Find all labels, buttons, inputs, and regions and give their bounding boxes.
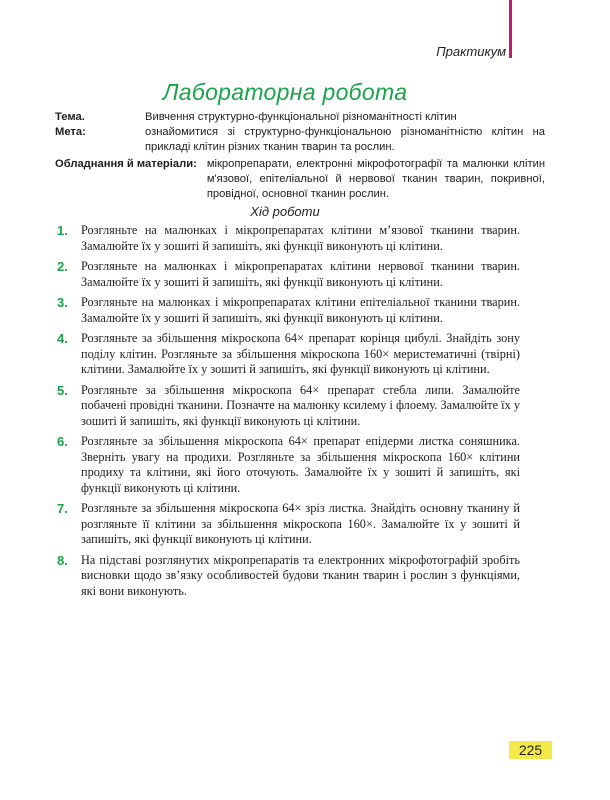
meta-equipment bbox=[55, 157, 545, 202]
list-item bbox=[57, 383, 520, 430]
topic-value: Вивчення структурно-функціональної різноманітності клітин bbox=[145, 111, 457, 123]
step-text: Розгляньте на малюнках і мікропрепаратах клітини м’язової тканини тварин. Замалюйте їх у зошиті й запишіть, які функції виконують ці клітини. bbox=[81, 223, 520, 253]
step-text: Розгляньте за збільшення мікроскопа 64× препарат стебла липи. Замалюйте побачені провідні тканини. Позначте на малюнку ксилему і флоему. Замалюйте їх у зошиті й запишіть, які функції виконують ці клітини. bbox=[81, 382, 520, 428]
meta-goal bbox=[55, 125, 545, 155]
goal-value: ознайомитися зі структурно-функціональною різноманітністю клітин на прикладі клітин різних тканин тварин та рослин. bbox=[145, 126, 545, 153]
step-number: 8. bbox=[57, 552, 68, 568]
step-number: 2. bbox=[57, 259, 68, 274]
progress-heading: Хід роботи bbox=[250, 204, 320, 219]
step-text: Розгляньте за збільшення мікроскопа 64× препарат корінця цибулі. Знайдіть зону поділу клітин. Розгляньте за збільшення мікроскопа 160× меристематичні (твірні) клітини. Замалюйте їх у зошиті й запишіть, які функції виконують ці клітини. bbox=[81, 331, 520, 376]
topic-label: Тема. bbox=[55, 111, 85, 123]
lab-meta bbox=[55, 110, 545, 202]
list-item bbox=[57, 223, 520, 254]
list-item bbox=[57, 331, 520, 378]
step-text: Розгляньте на малюнках і мікропрепаратах клітини епітеліальної тканини тварин. Замалюйте їх у зошиті й запишіть, які функції виконують ці клітини. bbox=[81, 295, 520, 325]
equipment-value: мікропрепарати, електронні мікрофотографії та малюнки клітин м'язової, епітеліальної й нервової тканин тварин, покривної, провідної, основної тканин рослин. bbox=[206, 158, 545, 200]
header-accent-bar bbox=[509, 0, 512, 58]
list-item bbox=[57, 259, 520, 290]
step-number: 7. bbox=[57, 501, 68, 516]
list-item bbox=[57, 501, 520, 548]
step-number: 4. bbox=[57, 331, 68, 346]
list-item bbox=[57, 434, 520, 496]
equipment-label: Обладнання й матеріали: bbox=[55, 158, 197, 170]
step-text: Розгляньте за збільшення мікроскопа 64× зріз листка. Знайдіть основну тканину й розгляньте її клітини за збільшення мікроскопа 160×. Замалюйте їх у зошиті й запишіть, які функції виконують ці клітини. bbox=[81, 501, 520, 546]
list-item bbox=[57, 295, 520, 326]
step-text: На підставі розглянутих мікропрепаратів та електронних мікрофотографій зробіть висновки щодо зв’язку особливостей будови тканин тварин і рослин з функціями, які вони виконують. bbox=[81, 552, 520, 598]
step-number: 5. bbox=[57, 382, 68, 398]
step-text: Розгляньте на малюнках і мікропрепаратах клітини нервової тканини тварин. Замалюйте їх у зошиті й запишіть, які функції виконують ці клітини. bbox=[81, 259, 520, 289]
page-number: 225 bbox=[509, 741, 552, 759]
meta-topic bbox=[55, 110, 545, 125]
step-number: 6. bbox=[57, 434, 68, 449]
section-header: Практикум bbox=[436, 44, 506, 59]
list-item bbox=[57, 553, 520, 600]
step-text: Розгляньте за збільшення мікроскопа 64× препарат епідерми листка соняшника. Зверніть увагу на продихи. Розгляньте за збільшення мікроскопа 160× клітини продиху та клітини, які його оточують. Замалюйте їх у зошиті й запишіть, які функції виконують ці клітини. bbox=[81, 434, 520, 495]
page-title: Лабораторна робота bbox=[162, 79, 408, 105]
step-number: 3. bbox=[57, 295, 68, 310]
steps-list bbox=[57, 223, 520, 604]
goal-label: Мета: bbox=[55, 126, 86, 138]
step-number: 1. bbox=[57, 223, 68, 238]
